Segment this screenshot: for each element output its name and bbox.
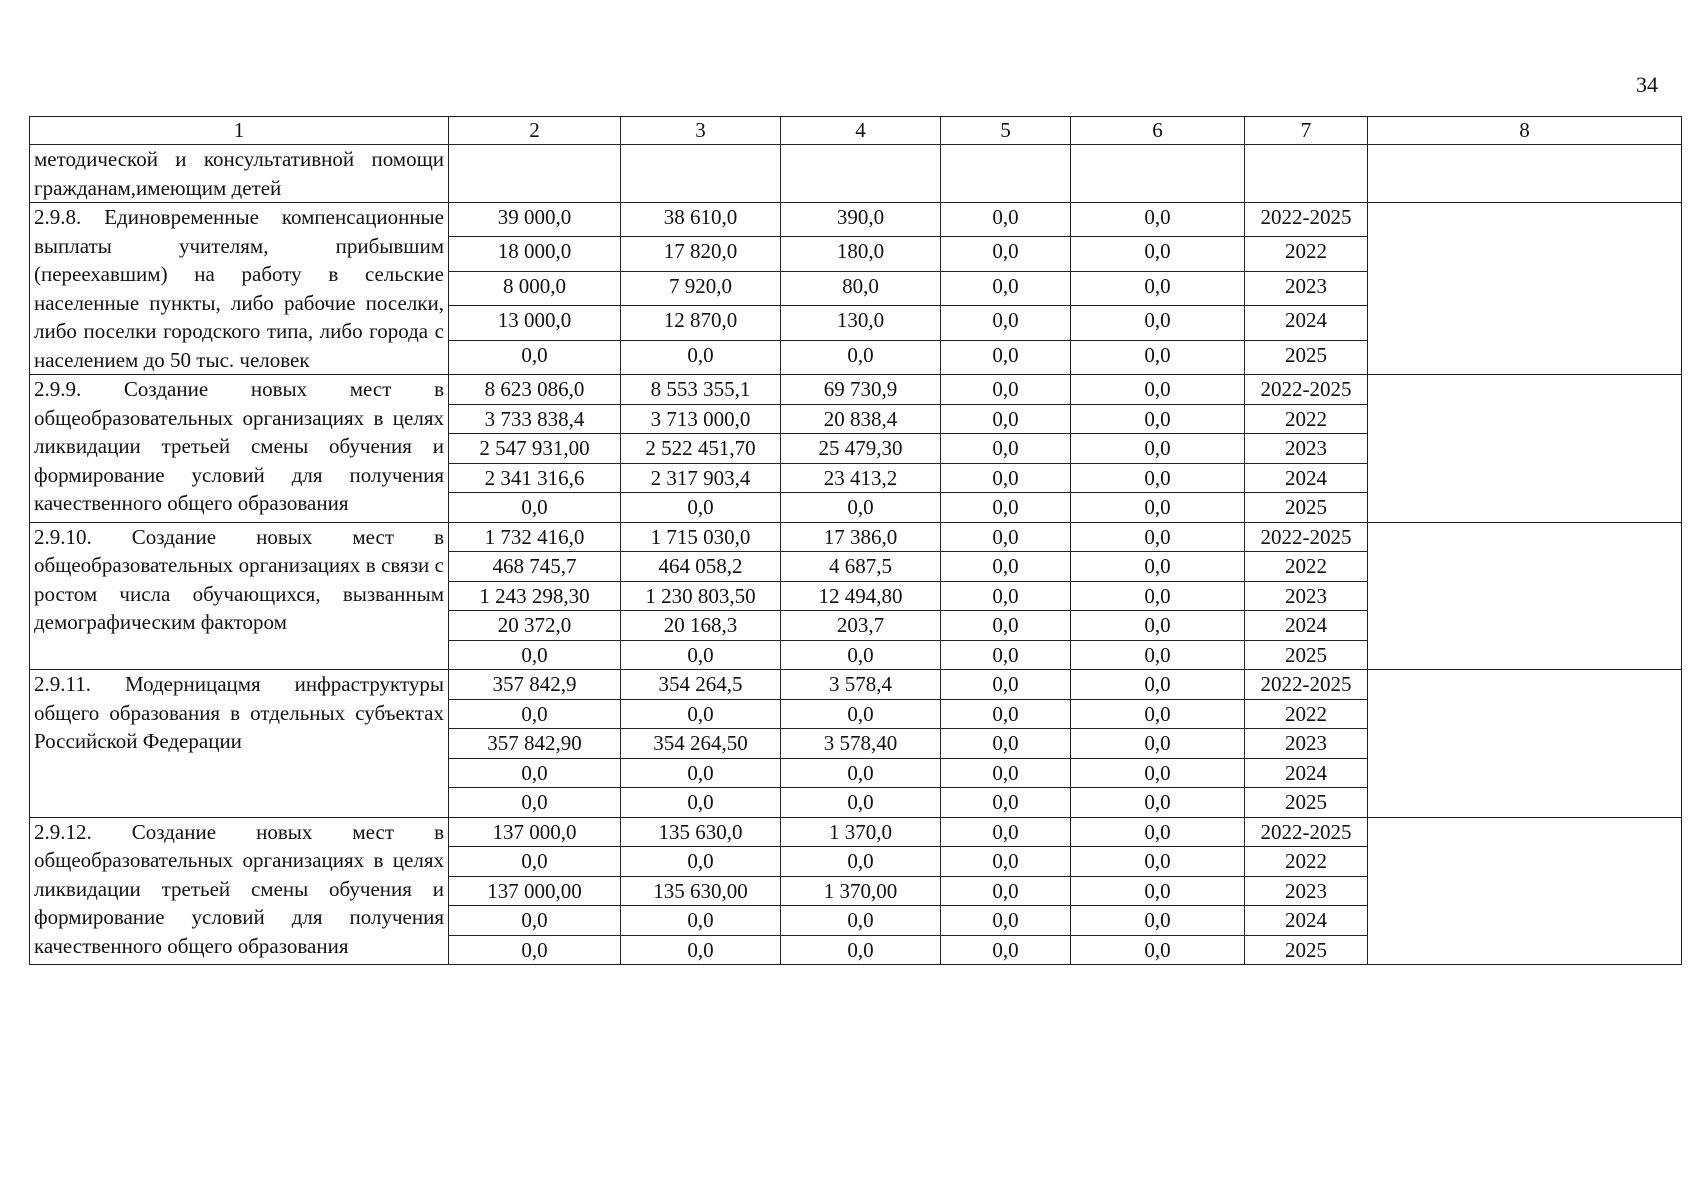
amount-cell: 0,0 — [1071, 699, 1245, 729]
amount-cell: 1 243 298,30 — [449, 581, 621, 611]
empty-cell — [1245, 145, 1368, 203]
amount-cell: 0,0 — [449, 788, 621, 818]
amount-cell: 8 000,0 — [449, 271, 621, 305]
amount-cell: 0,0 — [621, 847, 781, 877]
amount-cell: 0,0 — [781, 758, 941, 788]
amount-cell: 0,0 — [941, 552, 1071, 582]
amount-cell: 0,0 — [941, 640, 1071, 670]
amount-cell: 0,0 — [1071, 463, 1245, 493]
note-cell — [1368, 670, 1682, 818]
amount-cell: 0,0 — [941, 340, 1071, 374]
period-cell: 2023 — [1245, 434, 1368, 464]
amount-cell: 17 820,0 — [621, 237, 781, 271]
header-cell-5: 5 — [941, 117, 1071, 145]
amount-cell: 354 264,5 — [621, 670, 781, 700]
amount-cell: 0,0 — [1071, 906, 1245, 936]
amount-cell: 80,0 — [781, 271, 941, 305]
amount-cell: 25 479,30 — [781, 434, 941, 464]
header-cell-8: 8 — [1368, 117, 1682, 145]
period-cell: 2024 — [1245, 611, 1368, 641]
amount-cell: 0,0 — [1071, 729, 1245, 759]
amount-cell: 18 000,0 — [449, 237, 621, 271]
empty-cell — [621, 145, 781, 203]
table-row — [30, 375, 1682, 405]
amount-cell: 0,0 — [941, 434, 1071, 464]
amount-cell: 0,0 — [941, 699, 1071, 729]
period-cell: 2022-2025 — [1245, 203, 1368, 237]
period-cell: 2022 — [1245, 237, 1368, 271]
amount-cell: 0,0 — [941, 817, 1071, 847]
amount-cell: 0,0 — [1071, 271, 1245, 305]
amount-cell: 357 842,90 — [449, 729, 621, 759]
amount-cell: 135 630,00 — [621, 876, 781, 906]
amount-cell: 0,0 — [1071, 203, 1245, 237]
amount-cell: 7 920,0 — [621, 271, 781, 305]
amount-cell: 1 370,0 — [781, 817, 941, 847]
amount-cell: 23 413,2 — [781, 463, 941, 493]
amount-cell: 20 838,4 — [781, 404, 941, 434]
amount-cell: 0,0 — [1071, 611, 1245, 641]
page-number: 34 — [1636, 72, 1658, 97]
amount-cell: 130,0 — [781, 306, 941, 340]
amount-cell: 0,0 — [941, 306, 1071, 340]
budget-table — [29, 116, 1682, 965]
table-row — [30, 522, 1682, 552]
header-cell-6: 6 — [1071, 117, 1245, 145]
amount-cell: 390,0 — [781, 203, 941, 237]
amount-cell: 0,0 — [941, 404, 1071, 434]
period-cell: 2024 — [1245, 906, 1368, 936]
amount-cell: 135 630,0 — [621, 817, 781, 847]
amount-cell: 2 547 931,00 — [449, 434, 621, 464]
amount-cell: 0,0 — [1071, 375, 1245, 405]
period-cell: 2025 — [1245, 640, 1368, 670]
amount-cell: 0,0 — [941, 758, 1071, 788]
amount-cell: 0,0 — [1071, 340, 1245, 374]
period-cell: 2022 — [1245, 847, 1368, 877]
amount-cell: 13 000,0 — [449, 306, 621, 340]
amount-cell: 1 230 803,50 — [621, 581, 781, 611]
amount-cell: 0,0 — [449, 340, 621, 374]
continuation-text: методической и консультативной помощи гражданам,имеющим детей — [30, 145, 449, 203]
amount-cell: 39 000,0 — [449, 203, 621, 237]
amount-cell: 180,0 — [781, 237, 941, 271]
amount-cell: 3 713 000,0 — [621, 404, 781, 434]
amount-cell: 2 341 316,6 — [449, 463, 621, 493]
amount-cell: 0,0 — [941, 788, 1071, 818]
amount-cell: 468 745,7 — [449, 552, 621, 582]
header-row — [30, 117, 1682, 145]
period-cell: 2022-2025 — [1245, 670, 1368, 700]
amount-cell: 0,0 — [941, 729, 1071, 759]
amount-cell: 4 687,5 — [781, 552, 941, 582]
header-cell-1: 1 — [30, 117, 449, 145]
amount-cell: 354 264,50 — [621, 729, 781, 759]
amount-cell: 3 578,40 — [781, 729, 941, 759]
table-body — [30, 117, 1682, 965]
amount-cell: 0,0 — [1071, 758, 1245, 788]
section-title: 2.9.10. Создание новых мест в общеобразовательных организациях в связи с ростом числа обучающихся, вызванным демографическим фактором — [30, 522, 449, 670]
amount-cell: 1 715 030,0 — [621, 522, 781, 552]
amount-cell: 0,0 — [781, 699, 941, 729]
note-cell — [1368, 522, 1682, 670]
section-title: 2.9.12. Создание новых мест в общеобразовательных организациях в целях ликвидации третьей смены обучения и формирование условий для получения качественного общего образования — [30, 817, 449, 965]
amount-cell: 0,0 — [941, 522, 1071, 552]
amount-cell: 0,0 — [449, 935, 621, 965]
amount-cell: 0,0 — [449, 640, 621, 670]
amount-cell: 0,0 — [941, 847, 1071, 877]
empty-cell — [781, 145, 941, 203]
amount-cell: 8 553 355,1 — [621, 375, 781, 405]
amount-cell: 0,0 — [781, 906, 941, 936]
amount-cell: 0,0 — [1071, 876, 1245, 906]
section-title: 2.9.8. Единовременные компенсационные выплаты учителям, прибывшим (переехавшим) на работу в сельские населенные пункты, либо рабочие поселки, либо поселки городского типа, либо города с населением до 50 тыс. человек — [30, 203, 449, 375]
amount-cell: 38 610,0 — [621, 203, 781, 237]
amount-cell: 1 370,00 — [781, 876, 941, 906]
amount-cell: 0,0 — [941, 203, 1071, 237]
period-cell: 2024 — [1245, 758, 1368, 788]
amount-cell: 0,0 — [1071, 788, 1245, 818]
note-cell — [1368, 375, 1682, 523]
amount-cell: 0,0 — [1071, 237, 1245, 271]
amount-cell: 20 372,0 — [449, 611, 621, 641]
amount-cell: 0,0 — [781, 493, 941, 523]
amount-cell: 0,0 — [1071, 817, 1245, 847]
amount-cell: 0,0 — [1071, 522, 1245, 552]
amount-cell: 0,0 — [781, 847, 941, 877]
amount-cell: 0,0 — [941, 611, 1071, 641]
period-cell: 2023 — [1245, 271, 1368, 305]
amount-cell: 3 733 838,4 — [449, 404, 621, 434]
amount-cell: 0,0 — [621, 906, 781, 936]
table-row — [30, 203, 1682, 237]
section-title: 2.9.11. Модерницацмя инфраструктуры общего образования в отдельных субъектах Российской Федерации — [30, 670, 449, 818]
amount-cell: 0,0 — [941, 670, 1071, 700]
amount-cell: 0,0 — [1071, 581, 1245, 611]
period-cell: 2023 — [1245, 581, 1368, 611]
empty-cell — [1071, 145, 1245, 203]
period-cell: 2025 — [1245, 935, 1368, 965]
note-cell — [1368, 203, 1682, 375]
amount-cell: 0,0 — [941, 906, 1071, 936]
header-cell-4: 4 — [781, 117, 941, 145]
table-row — [30, 670, 1682, 700]
amount-cell: 0,0 — [941, 876, 1071, 906]
amount-cell: 0,0 — [621, 935, 781, 965]
amount-cell: 69 730,9 — [781, 375, 941, 405]
amount-cell: 2 317 903,4 — [621, 463, 781, 493]
period-cell: 2025 — [1245, 788, 1368, 818]
amount-cell: 0,0 — [1071, 935, 1245, 965]
amount-cell: 3 578,4 — [781, 670, 941, 700]
amount-cell: 0,0 — [941, 493, 1071, 523]
amount-cell: 0,0 — [1071, 847, 1245, 877]
amount-cell: 2 522 451,70 — [621, 434, 781, 464]
period-cell: 2023 — [1245, 729, 1368, 759]
amount-cell: 8 623 086,0 — [449, 375, 621, 405]
continuation-row — [30, 145, 1682, 203]
amount-cell: 0,0 — [941, 463, 1071, 493]
amount-cell: 0,0 — [941, 935, 1071, 965]
amount-cell: 0,0 — [1071, 493, 1245, 523]
amount-cell: 0,0 — [1071, 670, 1245, 700]
header-cell-3: 3 — [621, 117, 781, 145]
amount-cell: 17 386,0 — [781, 522, 941, 552]
amount-cell: 0,0 — [1071, 640, 1245, 670]
table-row — [30, 817, 1682, 847]
amount-cell: 0,0 — [781, 640, 941, 670]
period-cell: 2022 — [1245, 552, 1368, 582]
period-cell: 2022-2025 — [1245, 375, 1368, 405]
amount-cell: 0,0 — [621, 493, 781, 523]
amount-cell: 0,0 — [1071, 404, 1245, 434]
amount-cell: 0,0 — [621, 788, 781, 818]
amount-cell: 0,0 — [781, 788, 941, 818]
period-cell: 2024 — [1245, 306, 1368, 340]
amount-cell: 0,0 — [941, 581, 1071, 611]
amount-cell: 0,0 — [621, 758, 781, 788]
amount-cell: 0,0 — [621, 640, 781, 670]
amount-cell: 12 494,80 — [781, 581, 941, 611]
header-cell-7: 7 — [1245, 117, 1368, 145]
amount-cell: 203,7 — [781, 611, 941, 641]
amount-cell: 0,0 — [781, 935, 941, 965]
period-cell: 2022-2025 — [1245, 522, 1368, 552]
amount-cell: 0,0 — [449, 699, 621, 729]
amount-cell: 0,0 — [621, 699, 781, 729]
period-cell: 2022-2025 — [1245, 817, 1368, 847]
amount-cell: 0,0 — [781, 340, 941, 374]
period-cell: 2025 — [1245, 493, 1368, 523]
empty-cell — [941, 145, 1071, 203]
period-cell: 2022 — [1245, 404, 1368, 434]
amount-cell: 464 058,2 — [621, 552, 781, 582]
period-cell: 2024 — [1245, 463, 1368, 493]
period-cell: 2023 — [1245, 876, 1368, 906]
note-cell — [1368, 817, 1682, 965]
header-cell-2: 2 — [449, 117, 621, 145]
amount-cell: 1 732 416,0 — [449, 522, 621, 552]
amount-cell: 0,0 — [941, 237, 1071, 271]
amount-cell: 0,0 — [621, 340, 781, 374]
amount-cell: 137 000,00 — [449, 876, 621, 906]
amount-cell: 20 168,3 — [621, 611, 781, 641]
amount-cell: 12 870,0 — [621, 306, 781, 340]
amount-cell: 0,0 — [941, 271, 1071, 305]
amount-cell: 0,0 — [449, 493, 621, 523]
amount-cell: 0,0 — [1071, 306, 1245, 340]
amount-cell: 0,0 — [449, 758, 621, 788]
amount-cell: 0,0 — [1071, 434, 1245, 464]
section-title: 2.9.9. Создание новых мест в общеобразовательных организациях в целях ликвидации третьей смены обучения и формирование условий для получения качественного общего образования — [30, 375, 449, 523]
amount-cell: 0,0 — [449, 906, 621, 936]
amount-cell: 0,0 — [941, 375, 1071, 405]
amount-cell: 137 000,0 — [449, 817, 621, 847]
empty-cell — [1368, 145, 1682, 203]
period-cell: 2022 — [1245, 699, 1368, 729]
amount-cell: 357 842,9 — [449, 670, 621, 700]
amount-cell: 0,0 — [1071, 552, 1245, 582]
empty-cell — [449, 145, 621, 203]
amount-cell: 0,0 — [449, 847, 621, 877]
period-cell: 2025 — [1245, 340, 1368, 374]
